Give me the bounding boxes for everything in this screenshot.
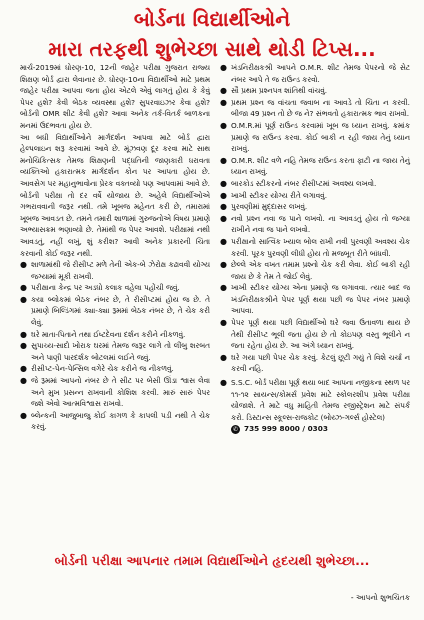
tip-text: O.M.R. શીટ વળે નહિ તેમજ રાઉન્ડ કરતા ફાટી ના જાય તેનું ધ્યાન રાખવું.	[231, 155, 410, 177]
bullet-icon: ●	[220, 97, 227, 107]
tip-text: છેલ્લે એક વખત તમામ પ્રશ્નો ચેક કરી લેવા. કોઈ બાકી રહી જાય છે કે તેમ તે જોઈ લેવું.	[231, 260, 410, 281]
tip-text: પરીક્ષાના કેન્દ્ર પર અડધો કલાક વહેલા પહોંચી જવું.	[31, 283, 180, 293]
guidance-paragraph: આ બધી વિદ્યાર્થીઓને માર્ગદર્શન આપવા માટે બોર્ડ દ્વારા હેલ્પલાઇન શરૂ કરવામાં આવે છે. મૂંઝવણ દૂર કરવા માટે સાથ મનોચિકિત્સક તેમજ શિક્ષણની પદ્ધતિની જાણકારી ધરાવતા વ્યક્તિઓ હકારાત્મક માર્ગદર્શન કોન પર આપતા હોય છે. આવસેગ પર મહાનુભાવોના પ્રેરક વક્તવ્યો પણ આપવામાં આવે છે. બોર્ડની પરીક્ષા તો દર વર્ષે યોજાય છે. અહેલે વિદ્યાર્થીઓએ ગભરાવવાની જરૂર નથી. તમે ખૂબજ મહેનત કરી છે, તમારામાં ખૂબજ આવડત છે. તમને તમારી શાળામાં ગુરુજનોએ વિષય પ્રમાણે અભ્યાસક્રમ ભણાવ્યો છે. તેમાંથી જ પેપર આવશે. પરીક્ષામાં નથી આવડતું, નહીં લખું, શું કરીશ? આવી અનેક પ્રકારની ચિંતા કરવાની કોઈ જરૂર નથી.	[20, 132, 210, 258]
tip-item	[220, 201, 410, 213]
bullet-icon: ●	[220, 190, 227, 200]
bullet-icon: ●	[20, 283, 27, 293]
tip-text: બારકોડ સ્ટીકરનો નંબર રીસીપ્ટમાં અવશ્ય લખવો.	[231, 178, 377, 188]
scholarship-notice	[220, 377, 410, 435]
tip-text: પરીક્ષાનો સાત્વિક ખ્યાલ બોલ રાખી નવી પુરવણી અવશ્ય ચેક કરવી. પૂરક પુરવણી લીધી હોય તો મજબૂત રીતે બાંધવી.	[231, 236, 410, 258]
bullet-icon: ●	[220, 318, 227, 328]
bullet-icon: ●	[220, 352, 227, 362]
tip-item	[20, 329, 210, 341]
bullet-icon: ●	[20, 341, 27, 351]
bullet-icon: ●	[220, 213, 227, 223]
bullet-icon: ●	[220, 86, 227, 96]
bullet-icon: ●	[220, 178, 227, 188]
tip-item	[220, 85, 410, 97]
tip-text: સૌ પ્રથમ પ્રશ્નપત્ર શાંતિથી વાંચવું.	[231, 86, 328, 96]
closing-wish: બોર્ડની પરીક્ષા આપનાર તમામ વિદ્યાર્થીઓને હૃદયથી શુભેચ્છા...	[54, 553, 370, 568]
tip-text: O.M.R.માં પૂર્ણ રાઉન્ડ કરવામાં ખૂબ જ ધ્યાન રાખવું. ક્રમાંક પ્રમાણે જ રાઉન્ડ કરવા. કોઈ બાકી ન રહી જાય તેનું ધ્યાન રાખવું.	[231, 120, 410, 154]
tip-item	[220, 317, 410, 352]
tip-text: ઘરે ગયા પછી પેપર ચેક કરવું. કેટલું છૂટી ગયું તે વિશે ચર્ચા ન કરવી નહિ.	[231, 352, 410, 374]
tip-text: ખંડનિરીક્ષકશ્રી આપને O.M.R. શીટ તેમજ પેપરનો જે સેટ નંબર આપે તે જ રાઉન્ડ કરવો.	[231, 63, 410, 84]
tip-item	[220, 236, 410, 259]
tip-item	[20, 375, 210, 410]
tip-text: ખાખી સ્ટીકર યોગ્ય રીતે લગાવવું.	[231, 190, 328, 200]
tip-text: રીસીપ્ટ-પેન-પેન્સિલ વગેરે ચેક કરીને જ નીકળવું.	[31, 364, 174, 374]
intro-paragraph: માર્ચ-2019માં ધોરણ-10, 12ની જાહેર પરીક્ષા ગુજરાત રાજ્ય શિક્ષણ બોર્ડ દ્વારા લેવાનાર છે. ધોરણ-10ના વિદ્યાર્થીઓ માટે પ્રથમ જાહેર પરીક્ષા આપવા જતા હોય એટલે એવું લાગતું હોય કે કેવું પેપર હશે? કેવી બેઠક વ્યવસ્થા હશે? સુપરવાઇઝર કેવા હશે? બોર્ડની OMR શીટ કેવી હશે? આવા અનેક તર્ક-વિતર્ક બાળકના મનમાં ઉદભવતા હોય છે.	[20, 63, 210, 130]
article-header	[0, 6, 424, 62]
tip-text: કયા બ્લોકમાં બેઠક નંબર છે, તે રીસીપ્ટમાં હોય જ છે. તે પ્રમાણે બિલ્ડિંગમાં ક્યા-ક્યા રૂમમાં બેઠક નંબર છે, તે ચેક કરી લેવું.	[31, 294, 210, 328]
bullet-icon: ●	[220, 378, 227, 388]
right-column	[220, 62, 410, 435]
tip-text: સુપાચ્ય-સાદો ખોરાક ઘરમાં તેમજ જરૂર લાગે તો લીંબુ શરબત અને પાણી પારદર્શક બોટલમાં લઈને જવું.	[31, 341, 210, 362]
tip-item	[20, 294, 210, 329]
tip-item	[220, 282, 410, 317]
tip-text: જે રૂમમાં આપનો નંબર છે તે સીટ પર બેસી ઊંડા શ્વાસ લેવા અને મુખ પ્રસન્ન રાખવાની કોશિશ કરવી. મારું સારું પેપર જશે એવો આત્મવિશ્વાસ રાખવો.	[31, 376, 210, 409]
tip-text: નવો પ્રશ્ન નવા જ પાને લખવો. ના આવડતું હોય તો જગ્યા રાખીને નવા જ પાને લખવો.	[231, 213, 410, 235]
phone-icon: ✆	[232, 425, 239, 433]
bullet-icon: ●	[20, 364, 27, 374]
tip-text: પુરવણીમાં મુદ્દાસર લખવું.	[231, 202, 308, 212]
bullet-icon: ●	[20, 410, 27, 420]
tip-item	[220, 178, 410, 190]
phone-number: 735 999 8000 / 0303	[244, 424, 328, 434]
bullet-icon: ●	[220, 236, 227, 246]
tip-text: ખાખી સ્ટીકર યોગ્ય એના પ્રમાણે જ લગાવવા. ત્યાર બાદ જ ખંડનિરીક્ષકશ્રીને પેપર પૂર્ણ થયા પછી જ પેપર નંબર પ્રમાણે આપવા.	[231, 283, 410, 316]
tip-item	[220, 62, 410, 85]
contact-phone	[231, 423, 410, 435]
tip-item	[220, 213, 410, 236]
scholarship-text: S.S.C. બોર્ડ પરીક્ષા પૂર્ણ થયા બાદ આપના નજીકના સ્થળ પર ૧૧-૧૨ સાયન્સ/કોમર્સ પ્રવેશ માટે સ્કોલરશીપ પ્રવેશ પરીક્ષા યોજાશે. તે માટે વધુ માહિતી તેમજ રજીસ્ટ્રેશન માટે સંપર્ક કરો. ડિસ્ટાન્સ સ્કૂલ્સ-રાજકોટ (બોય્ઝ-ગર્લ્સ હોસ્ટેલ)	[231, 378, 410, 422]
bullet-icon: ●	[220, 260, 227, 270]
headline-line-2: મારા તરફથી શુભેચ્છા સાથે થોડી ટિપ્સ...	[48, 37, 376, 61]
tip-item	[20, 363, 210, 375]
bullet-icon: ●	[220, 155, 227, 165]
tip-item	[20, 282, 210, 294]
tip-item	[20, 259, 210, 282]
bullet-icon: ●	[220, 63, 227, 72]
signature: - આપનો શુભચિંતક	[350, 593, 410, 602]
bullet-icon: ●	[20, 376, 27, 386]
tip-item	[220, 120, 410, 155]
tip-text: બ્લેન્કની આજુબાજુ કોઈ કાગળ કે કાપલી પડી નથી તે ચેક કરવું.	[31, 410, 210, 432]
bullet-icon: ●	[20, 260, 27, 270]
bullet-icon: ●	[220, 202, 227, 212]
headline-line-1: બોર્ડના વિદ્યાર્થીઓને	[133, 7, 291, 31]
tip-item	[20, 410, 210, 433]
tip-item	[220, 155, 410, 178]
tip-text: પ્રથમ પ્રશ્ન જ વાંચતા જવાબ ના આવડે તો ચિંતા ન કરવી. બીજા 49 પ્રશ્ન તો છે જ ને? સંભવતો હકારાત્મક ભાવ રાખવો.	[231, 97, 410, 119]
tip-item	[220, 190, 410, 202]
bullet-icon: ●	[220, 283, 227, 293]
tip-item	[220, 352, 410, 375]
bullet-icon: ●	[20, 294, 27, 304]
bullet-icon: ●	[20, 329, 27, 339]
tip-item	[20, 340, 210, 363]
tip-item	[220, 259, 410, 282]
tip-text: ઘરે માતા-પિતાને તથા ઈષ્ટદેવના દર્શન કરીને નીકળવું.	[31, 329, 186, 339]
bullet-icon: ●	[220, 120, 227, 130]
tip-item	[220, 97, 410, 120]
left-column	[20, 62, 210, 433]
tip-text: શાળામાંથી જે રીસીપ્ટ મળે તેની એક-બે ઝેરોક્ષ કઢાવવી યોગ્ય જગ્યામાં મૂકી રાખવી.	[31, 260, 210, 281]
tip-text: પેપર પૂર્ણ થયા પછી વિદ્યાર્થીઓ ઘરે જવા ઉતાવળા થાય છે તેથી રીસીપ્ટ ભૂલી જતા હોય છે તો કોઇપણ વસ્તુ ભૂલીને ન જતા રહેતા હોય છે. આ અંગે ધ્યાન રાખવું.	[231, 318, 410, 351]
